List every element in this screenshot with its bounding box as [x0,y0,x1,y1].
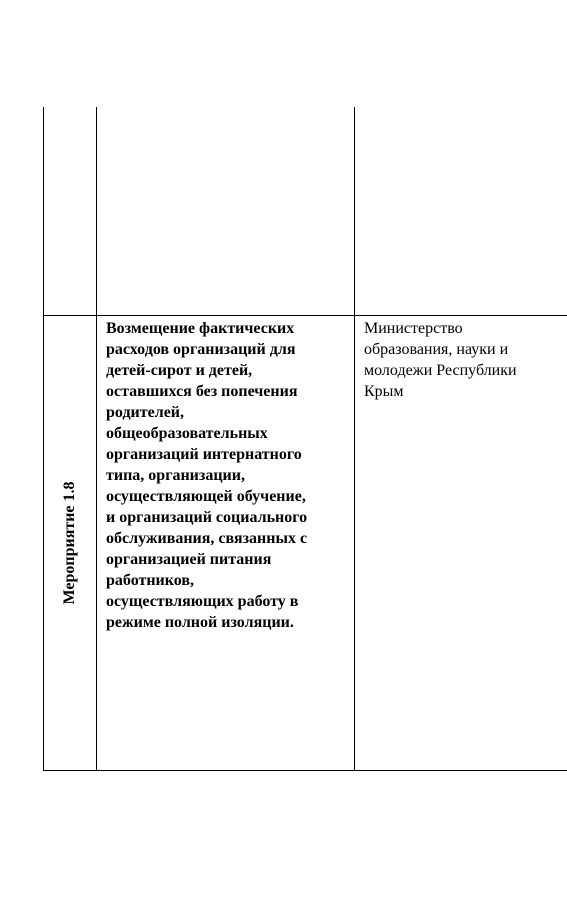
description-line: детей-сирот и детей, [106,362,253,379]
table-border-bottom [43,770,567,771]
description-line: расходов организаций для [106,341,296,358]
table-row-divider [43,315,567,316]
description-line: работников, [106,572,195,589]
description-line: и организаций социального [106,509,308,526]
table-column-divider-2 [354,107,355,771]
description-line: режиме полной изоляции. [106,614,294,631]
row-label-cell [43,316,96,770]
description-line: осуществляющей обучение, [106,488,306,505]
description-line: осуществляющих работу в [106,593,299,610]
executor-line: молодежи Республики [364,362,517,379]
executor-line: образования, науки и [364,341,509,358]
executor-line: Министерство [364,320,463,337]
description-line: организацией питания [106,551,272,568]
description-line: организаций интернатного [106,446,302,463]
executor-organization [364,318,564,402]
description-line: Возмещение фактических [106,320,295,337]
description-line: оставшихся без попечения [106,383,298,400]
table-column-divider-1 [96,107,97,771]
description-line: обслуживания, связанных с [106,530,308,547]
activity-description [106,318,350,633]
executor-line: Крым [364,383,404,400]
row-label: Мероприятие 1.8 [60,481,78,605]
description-line: родителей, [106,404,185,421]
description-line: типа, организации, [106,467,245,484]
description-line: общеобразовательных [106,425,268,442]
